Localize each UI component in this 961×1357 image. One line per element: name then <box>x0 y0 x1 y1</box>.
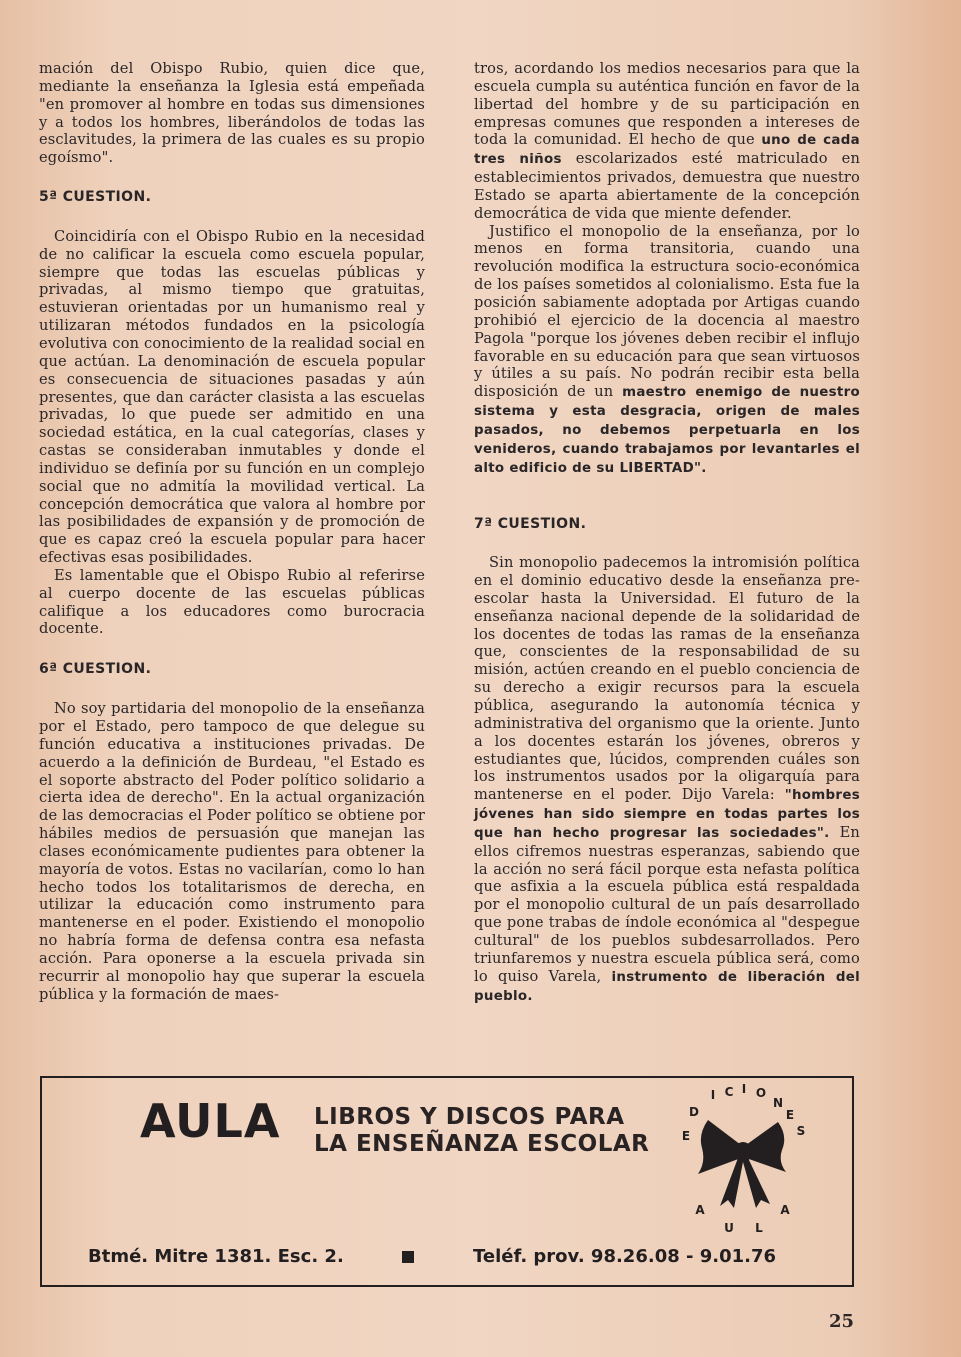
left-paragraph-1: mación del Obispo Rubio, quien dice que, mediante la enseñanza la Iglesia está empeñada "en promover al hombre en todas sus dimensiones y a todos los hombres, liberándolos de todas las esclavitudes, la primera de las cuales es su propio egoísmo". <box>39 60 425 167</box>
emphasis-artigas-quote: maestro enemigo de nuestro sistema y esta desgracia, origen de males pasados, no debemos perpetuarla en los venideros, cuando trabajamos por levantarles el alto edificio de su LIBERTAD". <box>474 385 860 476</box>
heading-cuestion-5: 5ª CUESTION. <box>39 189 152 206</box>
svg-text:I: I <box>741 1082 747 1096</box>
svg-text:L: L <box>755 1221 763 1235</box>
svg-text:S: S <box>796 1124 806 1138</box>
svg-text:O: O <box>755 1086 767 1100</box>
aula-advertisement <box>40 1076 854 1287</box>
emphasis-varela-quote: "hombres jóvenes han sido siempre en todas partes los que han hecho progresar las sociedades". <box>474 788 860 841</box>
right-paragraph-2: Justifico el monopolio de la enseñanza, por lo menos en forma transitoria, cuando una revolución modifica la estructura socio-económica de los países sometidos al colonialismo. Esta fue la posición sabiamente adoptada por Artigas cuando prohibió el ejercicio de la docencia al maestro Pagola "porque los jóvenes deben recibir el influjo favorable en su educación para que sean virtuosos y útiles a su país. No podrán recibir esta bella disposición de un maestro enemigo de nuestro sistema y esta desgracia, origen de males pasados, no debemos perpetuarla en los venideros, cuando trabajamos por levantarles el alto edificio de su LIBERTAD". <box>474 222 860 476</box>
left-paragraph-2: Coincidiría con el Obispo Rubio en la necesidad de no calificar la escuela como escuela popular, siempre que todas las escuelas públicas y privadas, al mismo tiempo que gratuitas, estuvieran orientadas por un humanismo real y utilizaran métodos fundados en la psicología evolutiva con conocimiento de la realidad social en que actúan. La denominación de escuela popular es consecuencia de situaciones pasadas y aún presentes, que dan carácter clasista a las escuelas privadas, lo que puede ser admitido en una sociedad estática, en la cual categorías, clases y castas se consideraban inmutables y donde el individuo se definía por su función en un complejo social que no admitía la movilidad vertical. La concepción democrática que valora al hombre por las posibilidades de expansión y de promoción de que es capaz creó la escuela popular para hacer efectivas esas posibilidades. <box>39 227 425 567</box>
page-number: 25 <box>829 1311 855 1332</box>
heading-cuestion-7: 7ª CUESTION. <box>474 516 587 533</box>
separator-square <box>402 1251 414 1263</box>
svg-text:D: D <box>689 1105 699 1119</box>
emphasis-ninos: uno de cada tres niños <box>474 133 860 168</box>
ad-phone: Teléf. prov. 98.26.08 - 9.01.76 <box>473 1246 777 1267</box>
svg-text:U: U <box>724 1221 734 1235</box>
ad-address: Btmé. Mitre 1381. Esc. 2. <box>88 1246 344 1267</box>
ad-tagline: LIBROS Y DISCOS PARA LA ENSEÑANZA ESCOLAR <box>314 1104 650 1157</box>
bow-icon <box>698 1120 786 1208</box>
svg-text:N: N <box>772 1096 784 1110</box>
svg-text:I: I <box>710 1088 716 1102</box>
emphasis-instrumento: instrumento de liberación del pueblo. <box>474 969 860 1004</box>
svg-text:A: A <box>780 1203 790 1217</box>
right-paragraph-3: Sin monopolio padecemos la intromisión política en el dominio educativo desde la enseñanza pre-escolar hasta la Universidad. El futuro de la enseñanza nacional depende de la solidaridad de los docentes de todas las ramas de la enseñanza que, conscientes de la responsabilidad de su misión, actúen creando en el pueblo conciencia de su derecho a exigir recursos para la escuela pública, asegurando la autonomía técnica y administrativa del organismo que la oriente. Junto a los docentes estarán los jóvenes, obreros y estudiantes que, lúcidos, comprenden cuáles son los instrumentos usados por la oligarquía para mantenerse en el poder. Dijo Varela: "hombres jóvenes han sido siempre en todas partes los que han hecho progresar las sociedades". En ellos cifremos nuestras esperanzas, sabiendo que la acción no será fácil porque esta nefasta política que asfixia a la escuela pública está respaldada por el monopolio cultural de un país desarrollado que pone trabas de índole económica al "despegue cultural" de los pueblos subdesarrollados. Pero triunfaremos y nuestra escuela pública será, como lo quiso Varela, instrumento de liberación del pueblo. <box>474 554 860 1004</box>
svg-text:E: E <box>681 1129 691 1143</box>
svg-text:E: E <box>785 1108 795 1122</box>
right-paragraph-1: tros, acordando los medios necesarios para que la escuela cumpla su auténtica función en favor de la libertad del hombre y de su participación en empresas comunes que responden a intereses de toda la comunidad. El hecho de que uno de cada tres niños escolarizados esté matriculado en establecimientos privados, demuestra que nuestro Estado se aparta abiertamente de la concepción democrática de vida que miente defender. <box>474 60 860 222</box>
left-paragraph-3: Es lamentable que el Obispo Rubio al referirse al cuerpo docente de las escuelas públicas califique a los educadores como burocracia docente. <box>39 566 425 638</box>
svg-text:A: A <box>695 1203 705 1217</box>
left-paragraph-4: No soy partidaria del monopolio de la enseñanza por el Estado, pero tampoco de que delegue su función educativa a instituciones privadas. De acuerdo a la definición de Burdeau, "el Estado es el soporte abstracto del Poder político solidario a cierta idea de derecho". En la actual organización de las democracias el Poder político se obtiene por hábiles medios de persuasión que manejan las clases económicamente pudientes para obtener la mayoría de votos. Estas no vacilarían, como lo han hecho todos los totalitarismos de derecha, en utilizar la educación como instrumento para mantenerse en el poder. Existiendo el monopolio no habría forma de defensa contra esa nefasta acción. Para oponerse a la escuela privada sin recurrir al monopolio hay que superar la escuela pública y la formación de maes- <box>39 700 425 1003</box>
svg-text:C: C <box>724 1085 734 1099</box>
ad-brand: AULA <box>140 1094 281 1148</box>
ediciones-aula-logo <box>658 1082 818 1242</box>
heading-cuestion-6: 6ª CUESTION. <box>39 661 152 678</box>
right-column <box>474 60 860 1005</box>
left-column <box>39 60 425 1004</box>
